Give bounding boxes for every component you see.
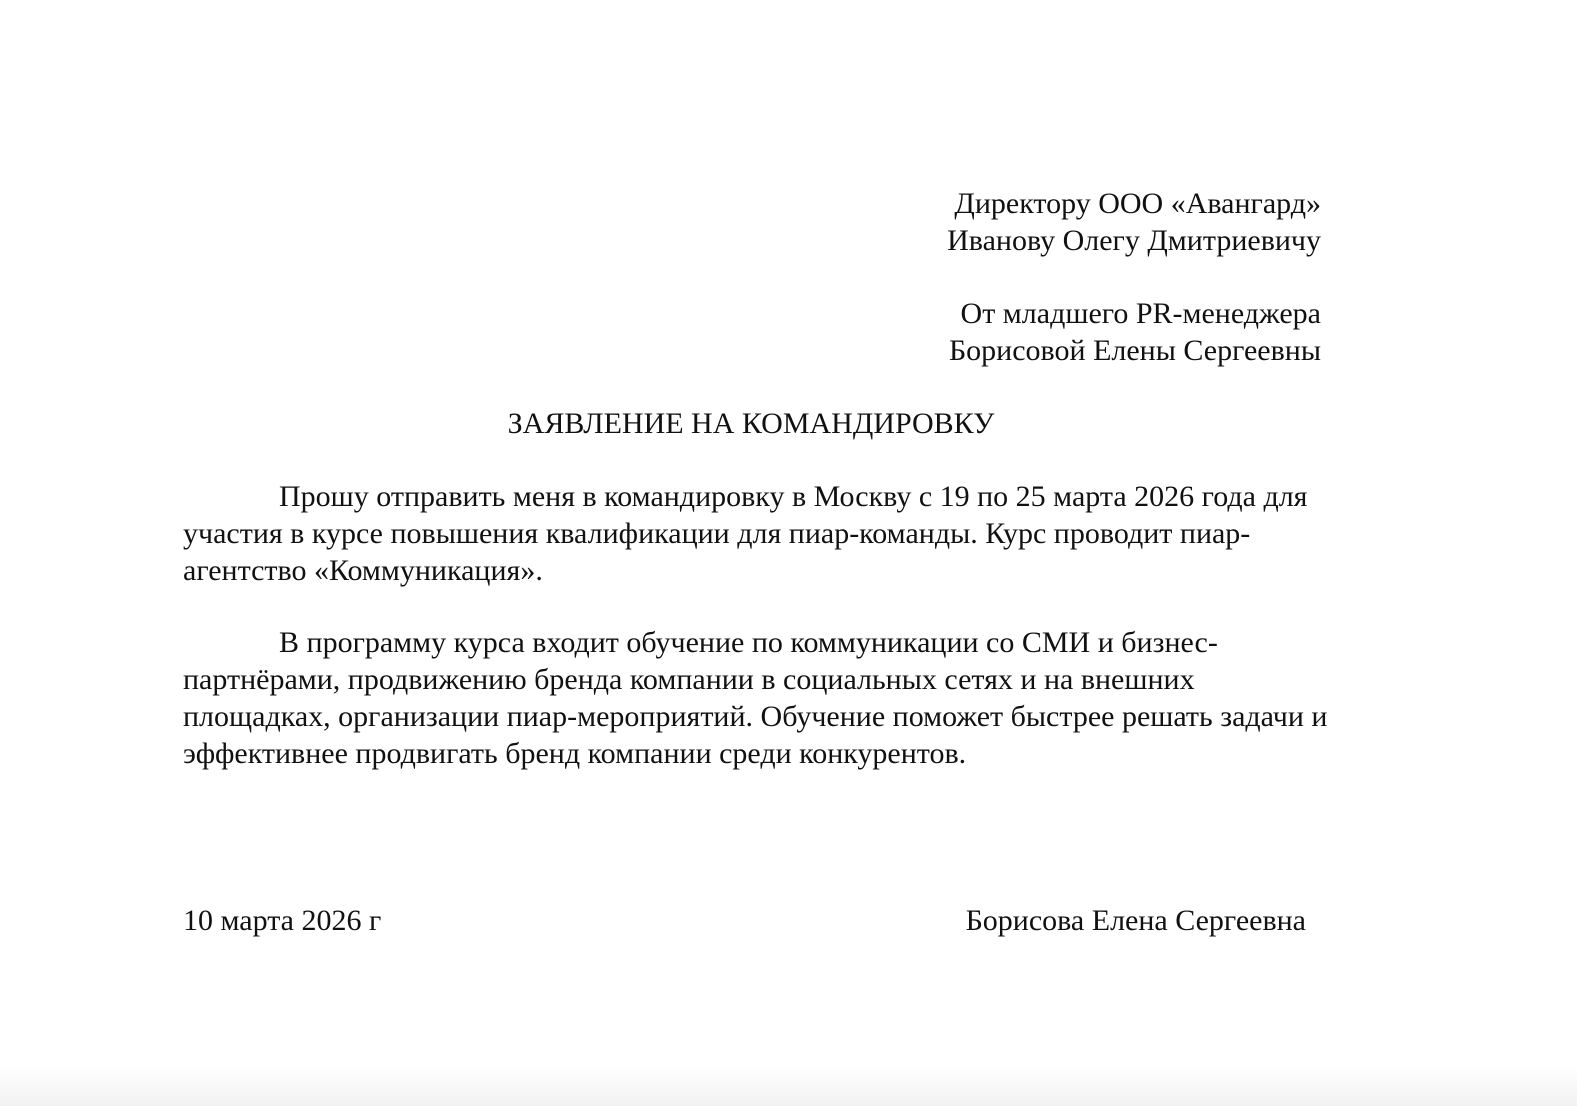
body-paragraph-request: Прошу отправить меня в командировку в Москву с 19 по 25 марта 2026 года для участия в курсе повышения квалификации для пиар-команды. Курс проводит пиар-агентство «Коммуникация». xyxy=(183,480,1308,587)
document-title: ЗАЯВЛЕНИЕ НА КОМАНДИРОВКУ xyxy=(507,407,995,440)
sender-name: Борисовой Елены Сергеевны xyxy=(948,334,1321,367)
addressee-block xyxy=(947,185,1321,259)
sender-block xyxy=(949,295,1321,369)
signature-name: Борисова Елена Сергеевна xyxy=(965,904,1306,937)
addressee-name: Иванову Олегу Дмитриевичу xyxy=(947,224,1321,257)
document-date: 10 марта 2026 г xyxy=(183,904,382,937)
addressee-position: Директору ООО «Авангард» xyxy=(954,187,1321,220)
page-bottom-shadow xyxy=(0,1066,1577,1106)
sender-position: От младшего PR-менеджера xyxy=(960,297,1321,330)
body-paragraph-program: В программу курса входит обучение по коммуникации со СМИ и бизнес-партнёрами, продвижению бренда компании в социальных сетях и на внешних площадках, организации пиар-мероприятий. Обучение поможет быстрее решать задачи и эффективнее продвигать бренд компании среди конкурентов. xyxy=(183,626,1328,770)
